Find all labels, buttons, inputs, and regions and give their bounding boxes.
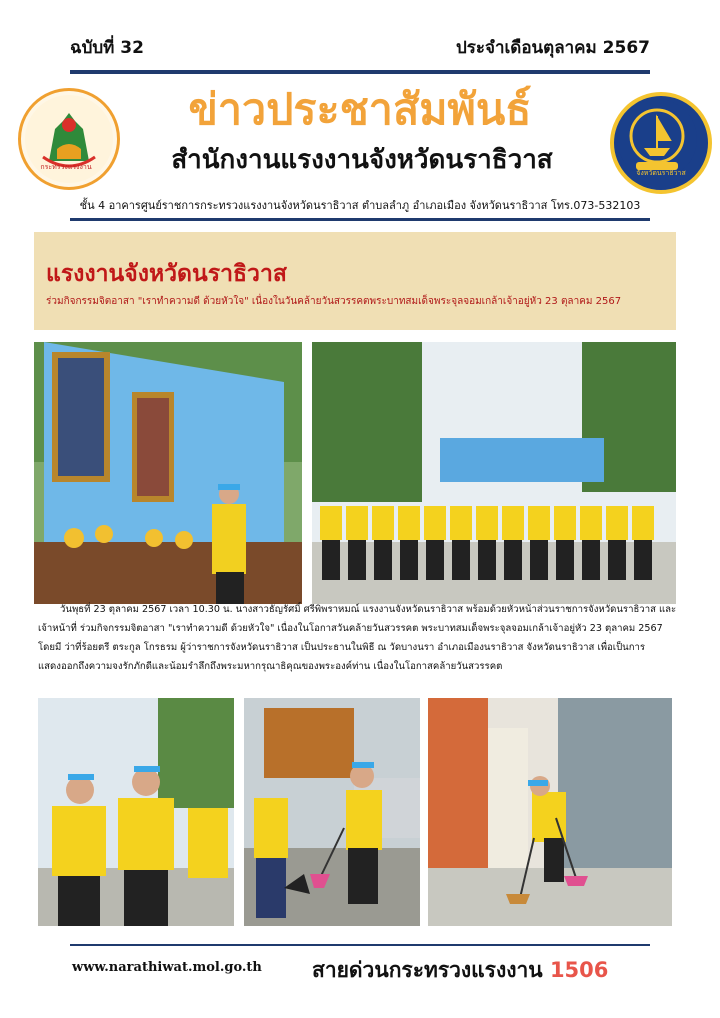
issue-month: ประจำเดือนตุลาคม 2567 xyxy=(455,38,650,58)
headline-title: แรงงานจังหวัดนราธิวาส xyxy=(46,261,287,287)
ministry-logo xyxy=(18,88,120,190)
headline-subtitle: ร่วมกิจกรรมจิตอาสา "เราทำความดี ด้วยหัวใจ" เนื่องในวันคล้ายวันสวรรคตพระบาทสมเด็จพระจุลจอมเกล้าเจ้าอยู่หัว 23 ตุลาคม 2567 xyxy=(46,296,622,307)
footer-divider xyxy=(70,944,650,946)
newsletter-title: ข่าวประชาสัมพันธ์ xyxy=(188,85,532,135)
issue-number: ฉบับที่ 32 xyxy=(70,38,144,58)
article-body xyxy=(38,600,680,676)
office-address: ชั้น 4 อาคารศูนย์ราชการกระทรวงแรงงานจังหวัดนราธิวาส ตำบลลำภู อำเภอเมือง จังหวัดนราธิวาส โทร.073-532103 xyxy=(79,199,641,212)
top-divider xyxy=(70,70,650,74)
photo-volunteers-standing xyxy=(38,698,234,926)
photo-volunteers-sweeping xyxy=(244,698,420,926)
photo-ceremony-offering xyxy=(34,342,302,604)
photo-group xyxy=(312,342,676,604)
province-seal-text: จังหวัดนราธิวาส xyxy=(636,169,686,177)
hotline xyxy=(312,954,608,987)
article-paragraph: วันพุธที่ 23 ตุลาคม 2567 เวลา 10.30 น. นางสาวธัญรัศมิ์ ศรีพิพราหมณ์ แรงงานจังหวัดนราธิวาส พร้อมด้วยหัวหน้าส่วนราชการจังหวัดนราธิวาส และเจ้าหน้าที่ ร่วมกิจกรรมจิตอาสา "เราทำความดี ด้วยหัวใจ" เนื่องในโอกาสวันคล้ายวันสวรรคต พระบาทสมเด็จพระจุลจอมเกล้าเจ้าอยู่หัว 23 ตุลาคม 2567 โดยมี ว่าที่ร้อยตรี ตระกูล โกรธรม ผู้ว่าราชการจังหวัดนราธิวาส เป็นประธานในพิธี ณ วัดบางนรา อำเภอเมืองนราธิวาส จังหวัดนราธิวาส เพื่อเป็นการแสดงออกถึงความจงรักภักดีและน้อมรำลึกถึงพระมหากรุณาธิคุณของพระองค์ท่าน เนื่องในโอกาสคล้ายวันสวรรคต xyxy=(38,604,677,672)
ministry-logo-text: กระทรวงแรงงาน xyxy=(40,163,92,171)
photo-volunteer-cleaning xyxy=(428,698,672,926)
header-divider xyxy=(70,218,650,221)
hotline-label: สายด่วนกระทรวงแรงงาน xyxy=(312,958,543,982)
website-link[interactable]: www.narathiwat.mol.go.th xyxy=(72,960,262,975)
hotline-number: 1506 xyxy=(549,958,609,982)
office-name: สำนักงานแรงงานจังหวัดนราธิวาส xyxy=(171,145,553,175)
